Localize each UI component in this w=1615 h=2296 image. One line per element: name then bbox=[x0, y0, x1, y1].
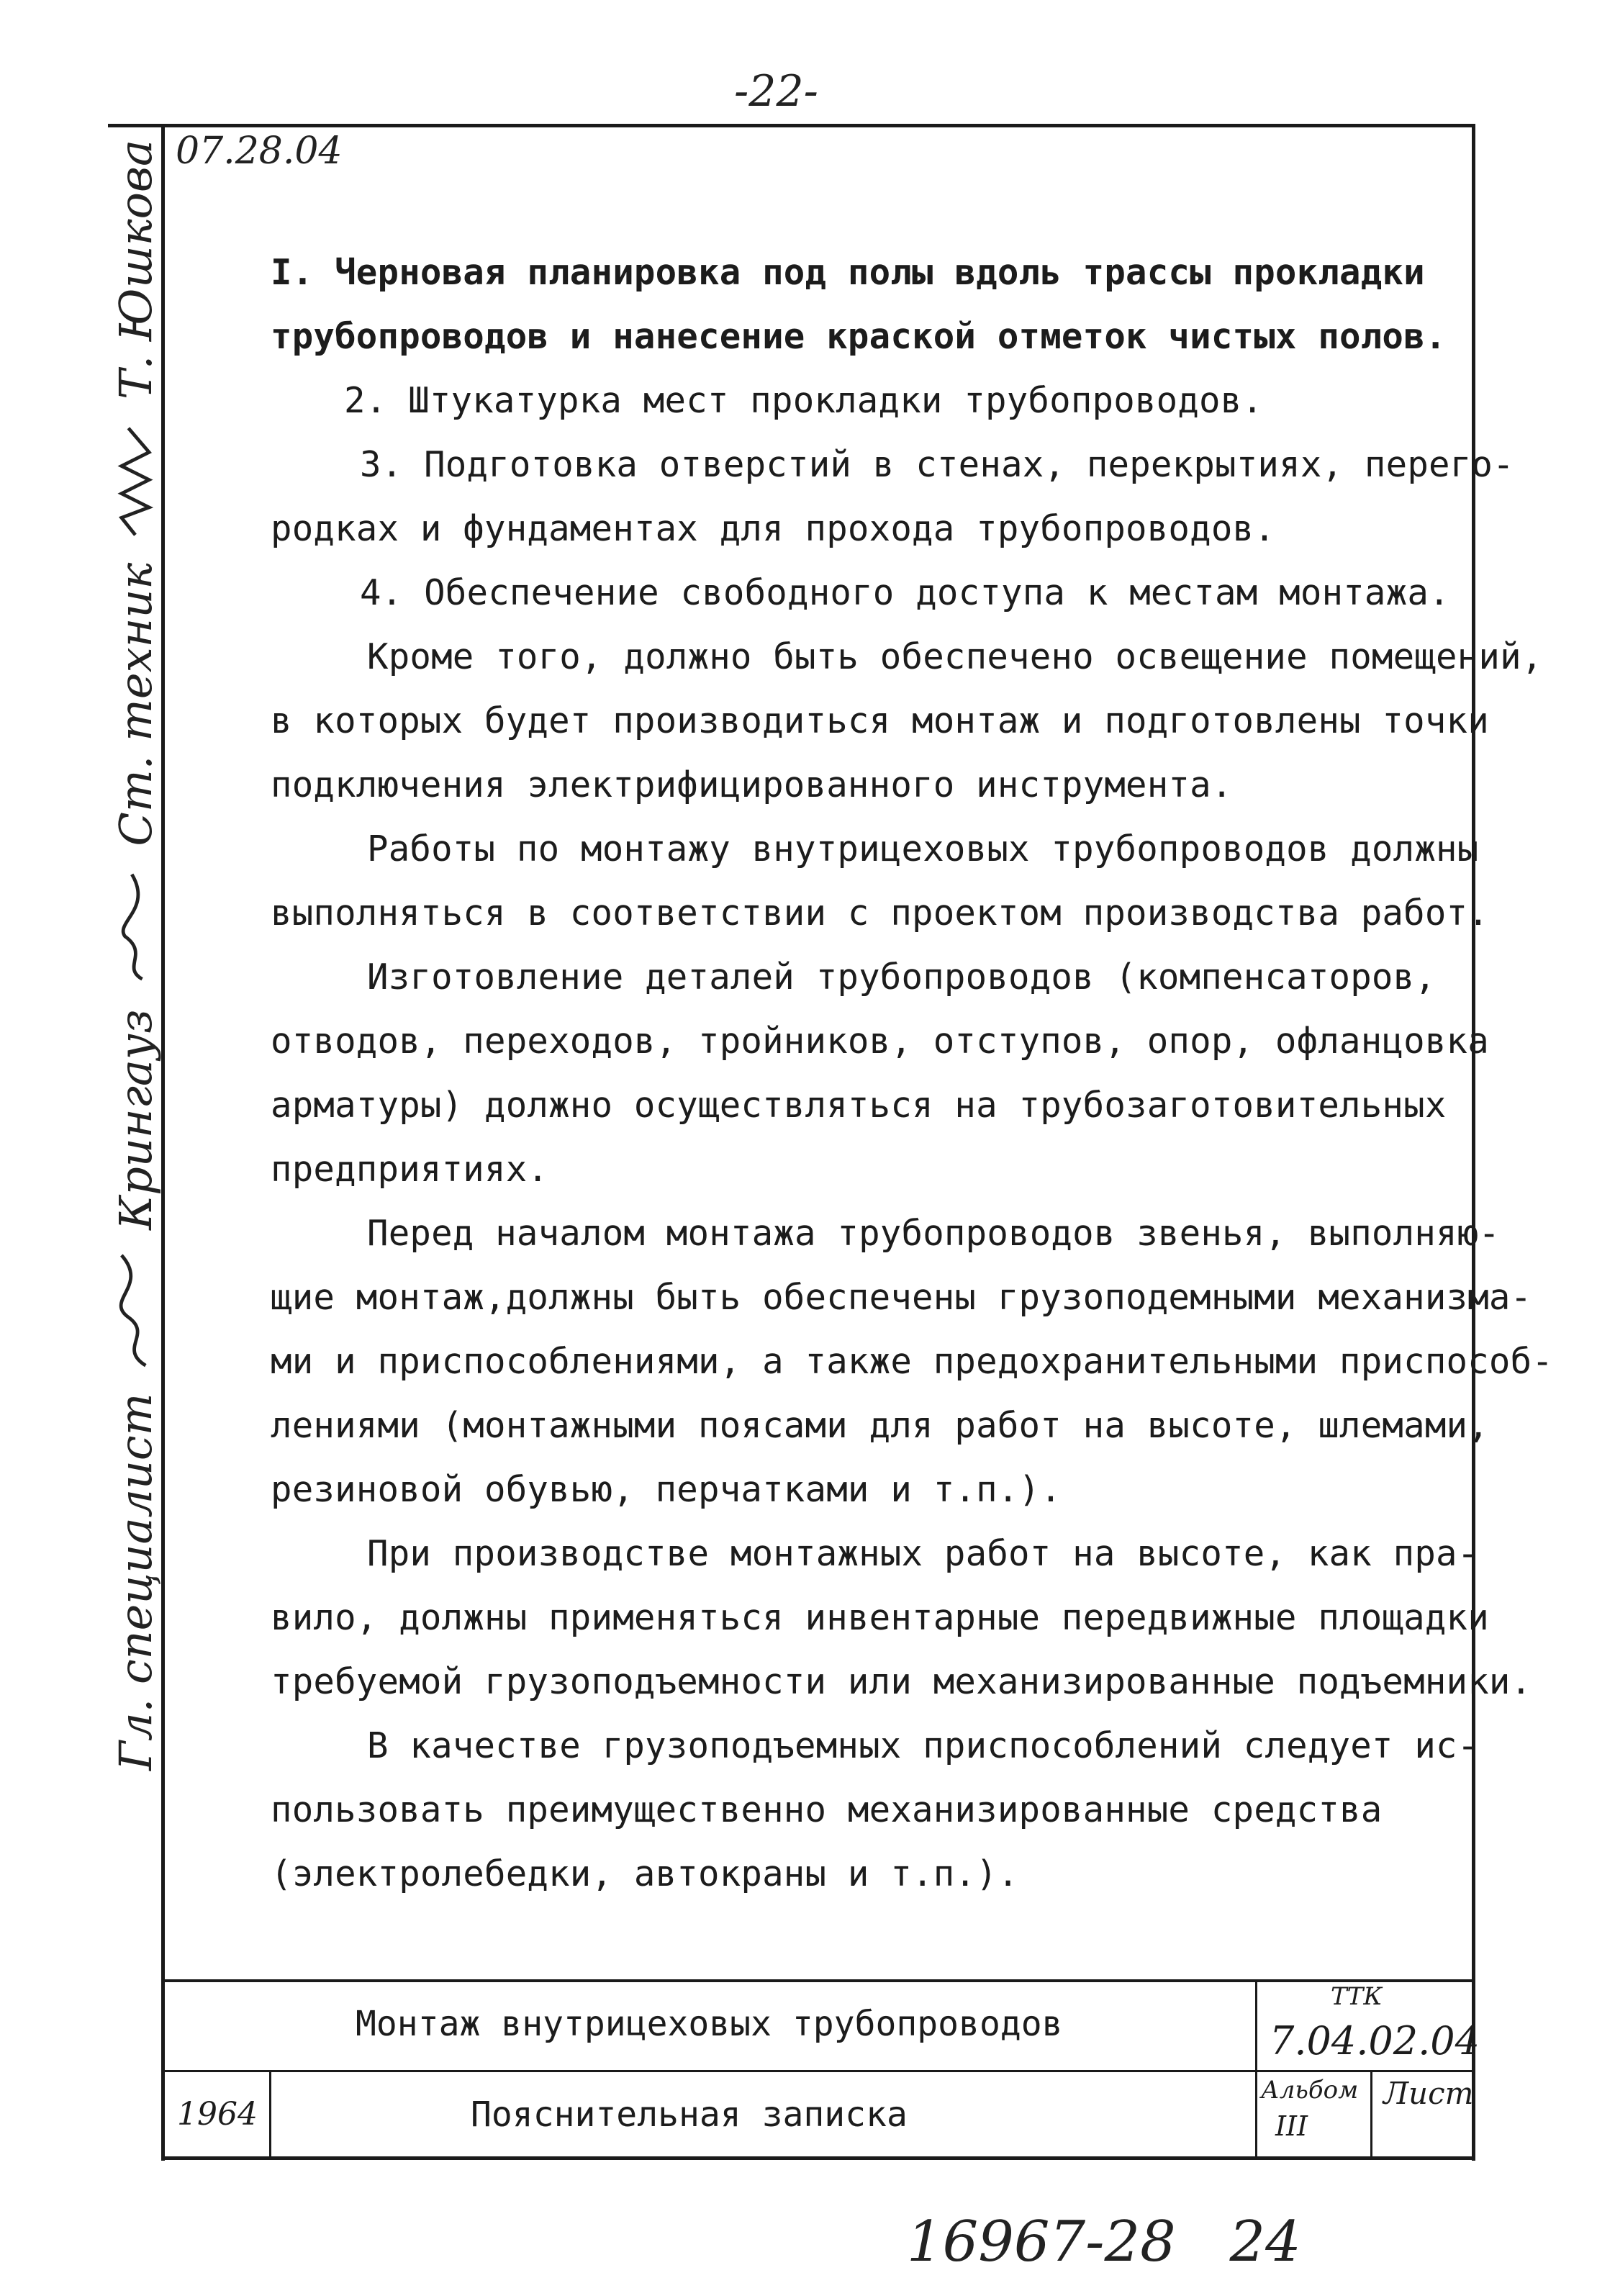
document-subtitle: Пояснительная записка bbox=[471, 2094, 908, 2135]
frame-right-border bbox=[1472, 124, 1475, 2161]
title-block bbox=[161, 1979, 1480, 2159]
body-line: подключения электрифицированного инструмента. bbox=[271, 764, 1233, 805]
body-line: Кроме того, должно быть обеспечено освещение помещений, bbox=[367, 636, 1543, 677]
album-label: Альбом bbox=[1261, 2076, 1359, 2105]
body-line: Изготовление деталей трубопроводов (компенсаторов, bbox=[367, 957, 1437, 998]
body-line: щие монтаж,должны быть обеспечены грузоподемными механизма- bbox=[271, 1277, 1532, 1318]
title-block-middle-rule bbox=[161, 2070, 1475, 2072]
body-line: I. Черновая планировка под полы вдоль трассы прокладки bbox=[271, 252, 1425, 293]
body-line: вило, должны применяться инвентарные передвижные площадки bbox=[271, 1597, 1489, 1638]
title-block-column-divider bbox=[1255, 1979, 1257, 2156]
archive-number bbox=[907, 2210, 1301, 2274]
body-line: отводов, переходов, тройников, отступов, опор, офланцовка bbox=[271, 1021, 1489, 1062]
body-line: 4. Обеспечение свободного доступа к местам монтажа. bbox=[360, 572, 1450, 613]
body-line: арматуры) должно осуществляться на трубозаготовительных bbox=[271, 1085, 1447, 1126]
frame-top-border bbox=[108, 124, 1475, 127]
body-line: Работы по монтажу внутрицеховых трубопроводов должны bbox=[367, 828, 1479, 869]
body-line: 2. Штукатурка мест прокладки трубопроводов. bbox=[344, 380, 1264, 421]
body-line: При производстве монтажных работ на высоте, как пра- bbox=[367, 1533, 1479, 1574]
series-code: 7.04.02.04 bbox=[1270, 2018, 1480, 2064]
body-line: лениями (монтажными поясами для работ на высоте, шлемами, bbox=[271, 1405, 1489, 1446]
body-line: Перед началом монтажа трубопроводов звенья, выполняю- bbox=[367, 1213, 1501, 1254]
title-block-year-divider bbox=[269, 2070, 271, 2156]
album-value: III bbox=[1275, 2110, 1308, 2142]
stamp-name-kringauz: Крингауз bbox=[109, 1009, 162, 1230]
archive-sheet-number: 24 bbox=[1229, 2210, 1301, 2274]
body-line: в которых будет производиться монтаж и подготовлены точки bbox=[271, 700, 1489, 741]
series-label: ТТК bbox=[1331, 1982, 1383, 2011]
stamp-role-senior-technician: Ст. техник bbox=[109, 562, 162, 846]
document-title: Монтаж внутрицеховых трубопроводов bbox=[356, 2004, 1063, 2044]
body-line: (электролебедки, автокраны и т.п.). bbox=[271, 1853, 1019, 1894]
body-line: трубопроводов и нанесение краской отметок чистых полов. bbox=[271, 316, 1447, 357]
page-number: -22- bbox=[734, 66, 818, 117]
body-line: 3. Подготовка отверстий в стенах, перекрытиях, перего- bbox=[360, 444, 1514, 485]
body-line: В качестве грузоподъемных приспособлений следует ис- bbox=[367, 1725, 1479, 1766]
stamp-role-chief-specialist: Гл. специалист bbox=[109, 1393, 162, 1771]
title-block-top-rule bbox=[161, 1979, 1475, 1982]
signature-mark bbox=[110, 1252, 160, 1369]
body-line: ми и приспособлениями, а также предохранительными приспособ- bbox=[271, 1341, 1554, 1382]
body-line: выполняться в соответствии с проектом производства работ. bbox=[271, 892, 1489, 934]
document-year: 1964 bbox=[177, 2096, 258, 2133]
body-line: требуемой грузоподъемности или механизированные подъемники. bbox=[271, 1661, 1532, 1702]
title-block-sheet-divider bbox=[1370, 2070, 1372, 2156]
body-line: родках и фундаментах для прохода трубопроводов. bbox=[271, 508, 1275, 549]
sheet-label: Лист bbox=[1383, 2076, 1474, 2111]
document-code: 07.28.04 bbox=[176, 130, 343, 173]
signature-mark bbox=[110, 421, 160, 538]
body-line: пользовать преимущественно механизированные средства bbox=[271, 1789, 1383, 1830]
signature-mark bbox=[110, 868, 160, 985]
stamp-name-yushkova: Т. Юшкова bbox=[109, 140, 162, 399]
archive-code: 16967-28 bbox=[907, 2210, 1176, 2274]
approval-stamp-strip bbox=[101, 115, 170, 1771]
body-line: резиновой обувью, перчатками и т.п.). bbox=[271, 1469, 1062, 1510]
body-line: предприятиях. bbox=[271, 1149, 549, 1190]
